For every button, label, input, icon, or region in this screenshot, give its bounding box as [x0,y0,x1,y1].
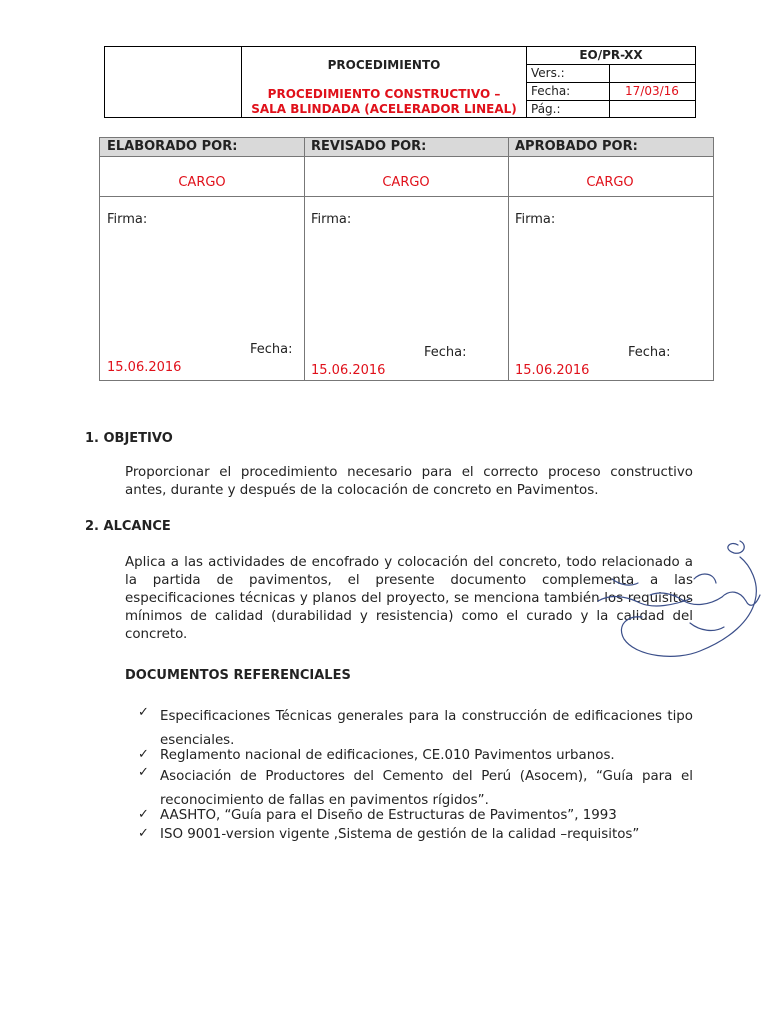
document-code: EO/PR-XX [527,47,695,65]
elaborado-header: ELABORADO POR: [107,139,238,154]
control-cell [527,47,695,117]
check-icon: ✓ [138,747,149,762]
doc-item: AASHTO, “Guía para el Diseño de Estructuras de Pavimentos”, 1993 [160,808,617,823]
elaborado-cargo: CARGO [178,175,226,190]
date-row [527,83,695,101]
revisado-fecha-label: Fecha: [424,345,467,360]
revisado-header: REVISADO POR: [311,139,427,154]
page-label: Pág.: [531,102,561,116]
revisado-date: 15.06.2016 [311,363,386,378]
check-icon: ✓ [138,765,149,780]
docs-heading: DOCUMENTOS REFERENCIALES [125,668,351,683]
handwritten-signature [590,535,768,670]
objetivo-heading: 1. OBJETIVO [85,431,173,446]
elaborado-fecha-label: Fecha: [250,342,293,357]
alcance-text: Aplica a las actividades de encofrado y colocación del concreto, todo relacionado a la partida de pavimentos, el presente documento complementa a las especificaciones técnicas y planos del proyecto, se menciona también los requisitos mínimos de calidad (durabilidad y resistencia) como el curado y la calidad del concreto. [125,555,693,642]
document-header-table [104,46,696,118]
check-icon: ✓ [138,826,149,841]
aprobado-cargo: CARGO [586,175,634,190]
doc-item: ISO 9001-version vigente ,Sistema de gestión de la calidad –requisitos” [160,827,640,842]
version-label: Vers.: [531,66,565,80]
procedimiento-label: PROCEDIMIENTO [327,58,441,72]
elaborado-firma: Firma: [107,212,148,227]
title-line-2: SALA BLINDADA (ACELERADOR LINEAL) [251,102,517,116]
date-label: Fecha: [531,84,571,98]
doc-item: Asociación de Productores del Cemento del Perú (Asocem), “Guía para el reconocimiento de fallas en pavimentos rígidos”. [160,769,693,808]
check-icon: ✓ [138,705,149,720]
aprobado-header: APROBADO POR: [515,139,638,154]
aprobado-date: 15.06.2016 [515,363,590,378]
title-line-1: PROCEDIMIENTO CONSTRUCTIVO – [267,87,501,101]
version-row [527,65,695,83]
aprobado-fecha-label: Fecha: [628,345,671,360]
objetivo-text: Proporcionar el procedimiento necesario para el correcto proceso constructivo antes, durante y después de la colocación de concreto en Pavimentos. [125,465,693,498]
approval-table [99,137,714,381]
check-icon: ✓ [138,807,149,822]
doc-item: Reglamento nacional de edificaciones, CE.010 Pavimentos urbanos. [160,748,615,763]
page-row [527,101,695,118]
elaborado-date: 15.06.2016 [107,360,182,375]
doc-item: Especificaciones Técnicas generales para la construcción de edificaciones tipo esenciales. [160,709,693,748]
alcance-heading: 2. ALCANCE [85,519,171,534]
revisado-firma: Firma: [311,212,352,227]
revisado-cargo: CARGO [382,175,430,190]
title-cell [242,47,527,117]
aprobado-firma: Firma: [515,212,556,227]
logo-cell [105,47,242,117]
date-value: 17/03/16 [625,84,679,98]
